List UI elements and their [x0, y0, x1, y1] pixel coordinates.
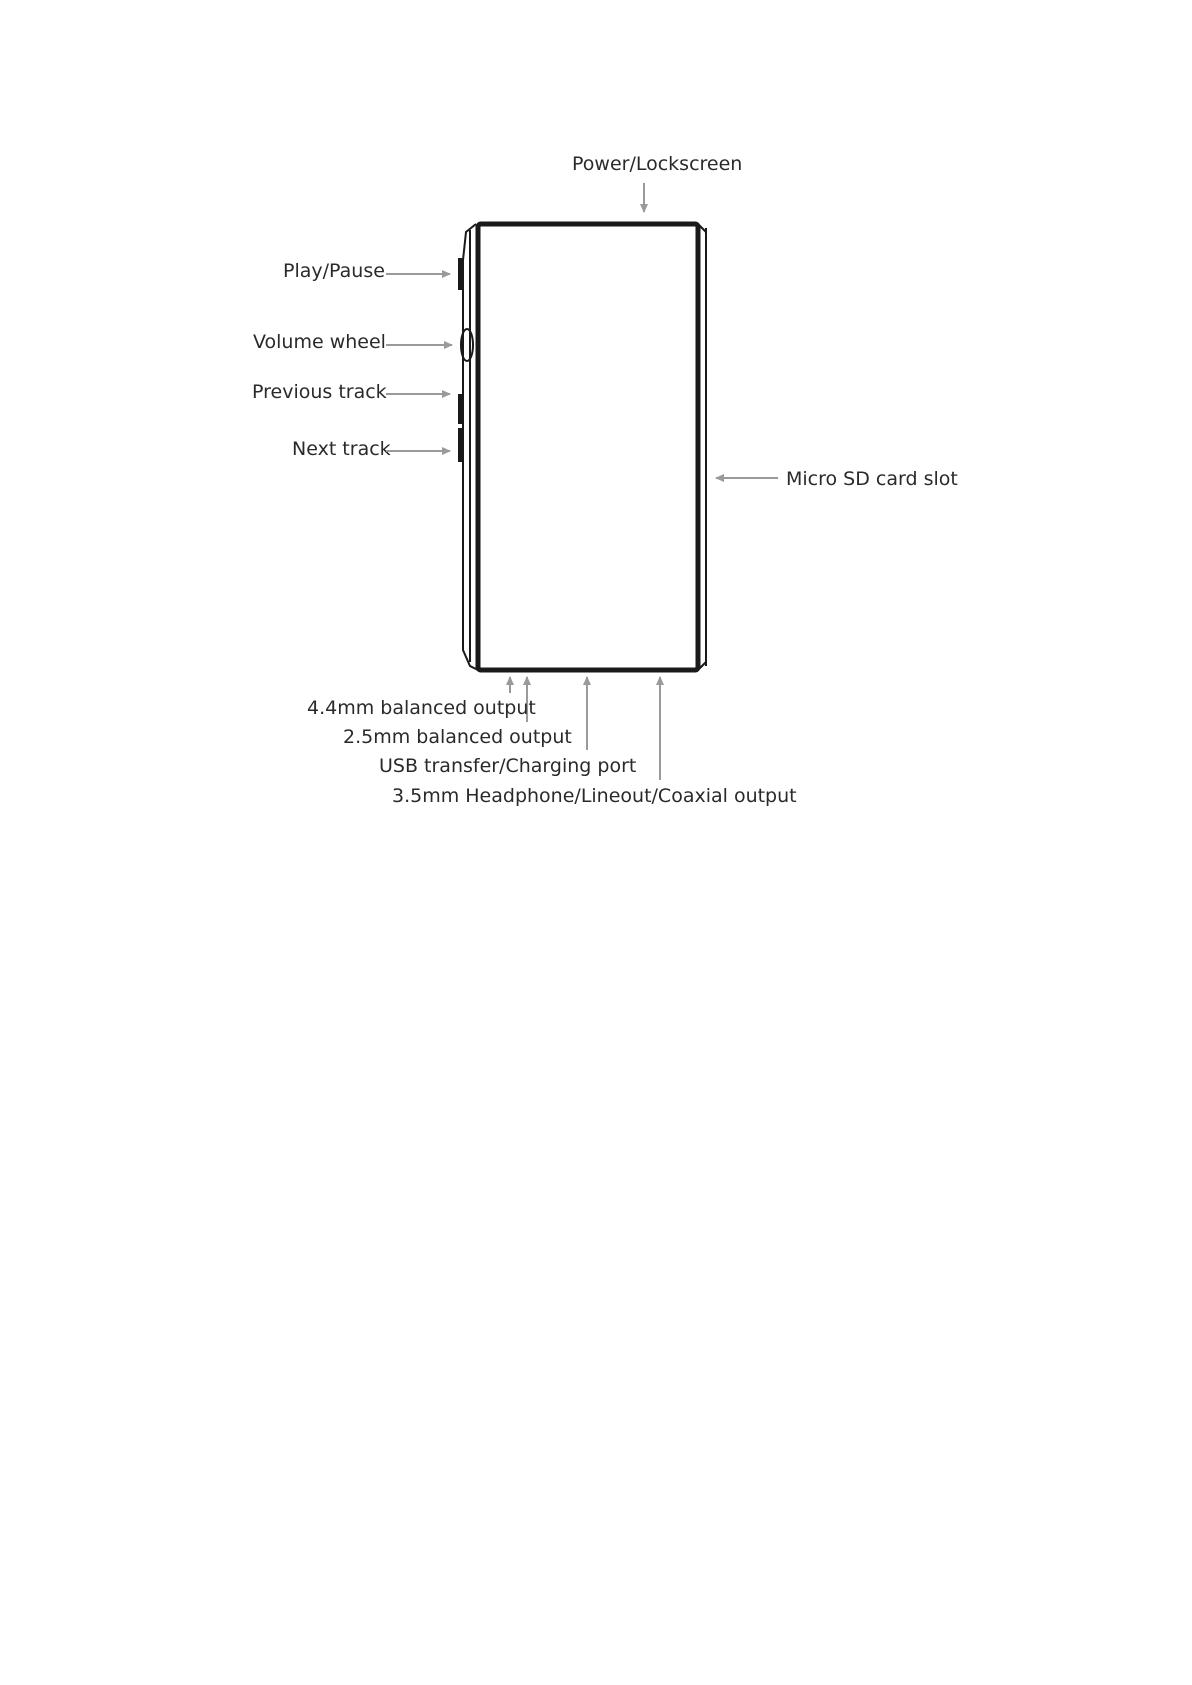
previous-track-button	[458, 394, 464, 424]
label-play-pause: Play/Pause	[283, 260, 385, 282]
next-track-button	[458, 428, 464, 462]
label-next-track: Next track	[292, 438, 391, 460]
device-body	[458, 224, 706, 670]
label-micro-sd: Micro SD card slot	[786, 468, 958, 490]
play-pause-button	[458, 258, 464, 290]
device-screen-frame	[478, 224, 698, 670]
label-3-5mm-output: 3.5mm Headphone/Lineout/Coaxial output	[392, 785, 797, 807]
label-power-lockscreen: Power/Lockscreen	[572, 153, 743, 175]
label-volume-wheel: Volume wheel	[253, 331, 386, 353]
label-previous-track: Previous track	[252, 381, 387, 403]
label-usb-port: USB transfer/Charging port	[379, 755, 637, 777]
label-2-5mm-output: 2.5mm balanced output	[343, 726, 572, 748]
label-4-4mm-output: 4.4mm balanced output	[307, 697, 536, 719]
